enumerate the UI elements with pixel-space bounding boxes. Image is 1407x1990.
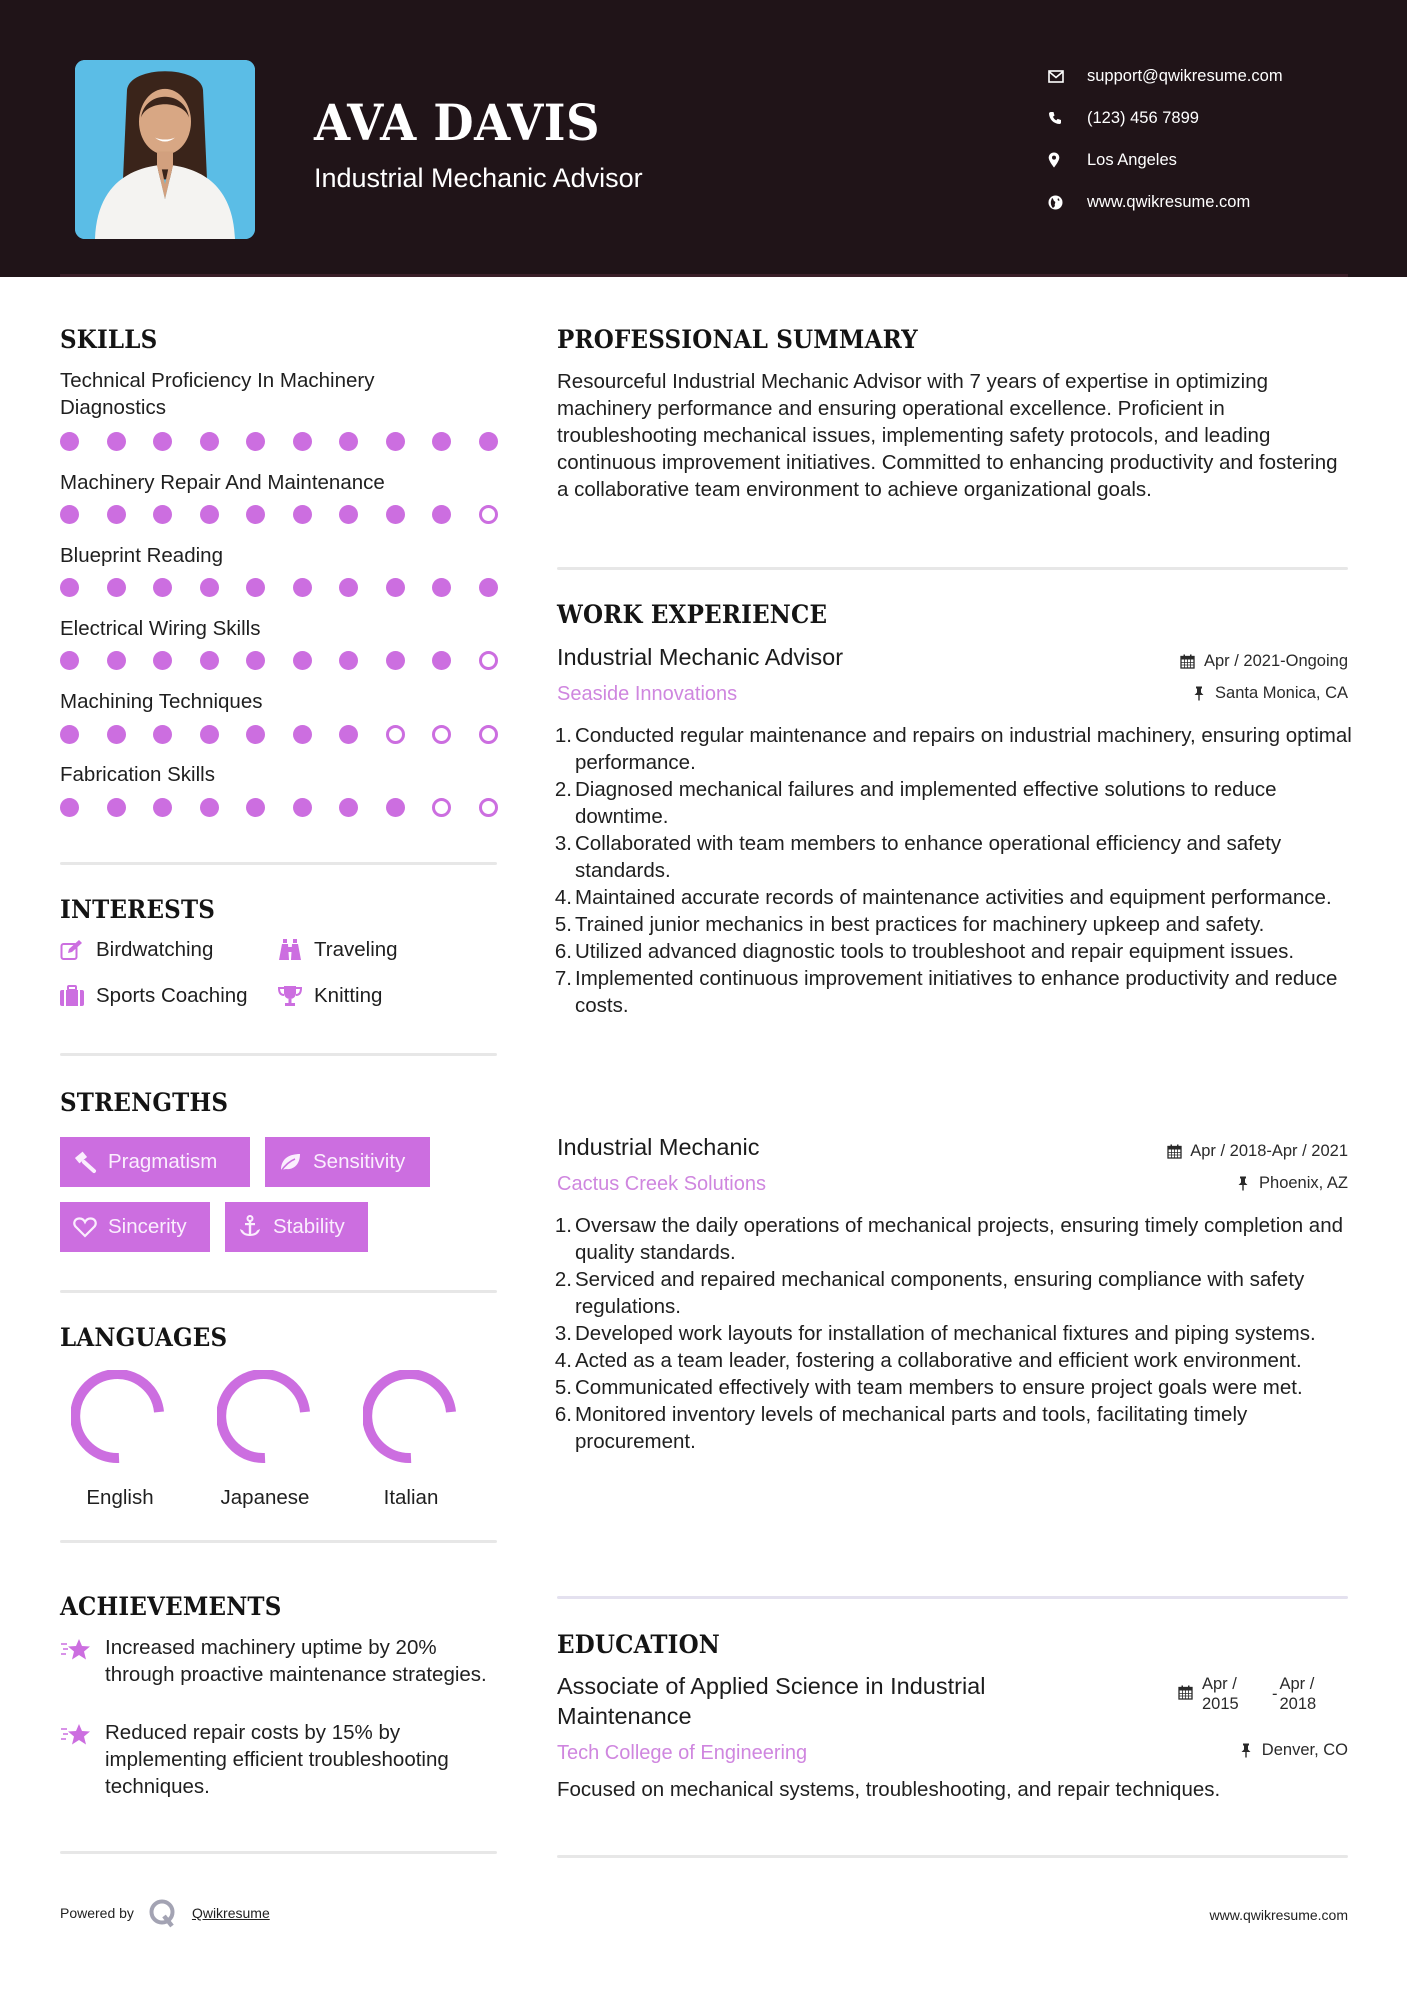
end-year: 2018 <box>1279 1695 1317 1713</box>
trophy-icon <box>278 985 302 1007</box>
map-pin-icon <box>1048 151 1070 169</box>
contact-location <box>1048 139 1283 181</box>
rating-dot-filled <box>293 651 312 670</box>
rating-dot-filled <box>293 578 312 597</box>
skill-name: Blueprint Reading <box>60 544 223 567</box>
rating-dot-filled <box>432 578 451 597</box>
job-location <box>1191 684 1348 703</box>
qwikresume-logo-icon <box>148 1898 178 1928</box>
website-text: www.qwikresume.com <box>1087 192 1251 211</box>
star-icon <box>60 1638 92 1662</box>
strength-label: Stability <box>273 1215 345 1238</box>
rating-dot-filled <box>339 505 358 524</box>
bullet-item: Monitored inventory levels of mechanical parts and tools, facilitating timely procurement. <box>575 1403 1248 1453</box>
star-icon <box>60 1723 92 1747</box>
bullet-item: Maintained accurate records of maintenance activities and equipment performance. <box>575 886 1332 909</box>
rating-dot-filled <box>293 725 312 744</box>
language-ring-english <box>64 1370 174 1466</box>
rating-dot-filled <box>339 725 358 744</box>
rating-dot-filled <box>153 725 172 744</box>
suitcase-icon <box>60 985 84 1007</box>
pushpin-icon <box>1235 1176 1251 1192</box>
rating-dot-filled <box>107 505 126 524</box>
profile-photo <box>75 60 255 239</box>
rating-dot-filled <box>432 505 451 524</box>
contact-phone[interactable] <box>1048 97 1283 139</box>
interest-item <box>60 938 213 962</box>
progress-ring-icon <box>363 1370 459 1466</box>
rating-dot-filled <box>153 798 172 817</box>
skill-rating-4 <box>60 725 500 745</box>
language-label: Italian <box>383 1486 439 1509</box>
rating-dot-filled <box>386 505 405 524</box>
rating-dot-empty <box>386 725 405 744</box>
job-dates <box>1166 1142 1348 1161</box>
rating-dot-filled <box>60 505 79 524</box>
rating-dot-filled <box>107 432 126 451</box>
language-ring-japanese <box>210 1370 320 1466</box>
section-divider <box>60 1053 497 1056</box>
school-name: Tech College of Engineering <box>557 1742 808 1764</box>
rating-dot-filled <box>246 578 265 597</box>
interest-item <box>60 984 248 1008</box>
rating-dot-empty <box>479 798 498 817</box>
skill-rating-3 <box>60 651 500 671</box>
rating-dot-filled <box>153 505 172 524</box>
rating-dot-filled <box>107 651 126 670</box>
skill-rating-5 <box>60 798 500 818</box>
skill-name: Electrical Wiring Skills <box>60 617 261 640</box>
bullet-item: Serviced and repaired mechanical components, ensuring compliance with safety regulations. <box>575 1268 1305 1318</box>
rating-dot-empty <box>432 725 451 744</box>
summary-heading: PROFESSIONAL SUMMARY <box>557 325 918 354</box>
job-title: Industrial Mechanic <box>557 1134 760 1160</box>
rating-dot-filled <box>153 578 172 597</box>
achievement-text: Reduced repair costs by 15% by implementing efficient troubleshooting techniques. <box>105 1721 449 1798</box>
rating-dot-empty <box>479 505 498 524</box>
calendar-icon <box>1180 654 1196 670</box>
strength-label: Sensitivity <box>313 1150 406 1173</box>
strengths-heading: STRENGTHS <box>60 1088 229 1117</box>
education-heading: EDUCATION <box>557 1630 721 1659</box>
phone-icon <box>1048 109 1070 127</box>
section-divider <box>60 1290 497 1293</box>
bullet-item: Trained junior mechanics in best practices for machinery upkeep and safety. <box>575 913 1265 936</box>
progress-ring-icon <box>71 1370 167 1466</box>
interest-label: Sports Coaching <box>96 984 248 1007</box>
education-end-date <box>1280 1674 1324 1714</box>
powered-by-label: Powered by <box>60 1905 134 1921</box>
edit-icon <box>60 939 84 961</box>
rating-dot-filled <box>339 578 358 597</box>
strength-label: Pragmatism <box>108 1150 218 1173</box>
company-name: Seaside Innovations <box>557 683 738 705</box>
rating-dot-filled <box>107 798 126 817</box>
skill-name: Technical Proficiency In Machinery Diagnostics <box>60 369 375 419</box>
bullet-item: Developed work layouts for installation of mechanical fixtures and piping systems. <box>575 1322 1316 1345</box>
footer-powered-by <box>60 1898 270 1928</box>
summary-text: Resourceful Industrial Mechanic Advisor with 7 years of expertise in optimizing machinery performance and ensuring operational excellence. Proficient in troubleshooting mechanical issues, implementing safety protocols, and leading continuous improvement initiatives. Committed to enhancing productivity and fostering a collaborative team environment to achieve organizational goals. <box>557 370 1338 501</box>
company-name: Cactus Creek Solutions <box>557 1173 766 1195</box>
rating-dot-filled <box>246 798 265 817</box>
skill-name: Machining Techniques <box>60 690 263 713</box>
strength-badge <box>265 1137 430 1187</box>
start-year: 2015 <box>1202 1695 1239 1713</box>
rating-dot-filled <box>479 578 498 597</box>
education-location <box>1238 1741 1348 1760</box>
job-location-text: Phoenix, AZ <box>1259 1174 1348 1192</box>
bullet-item: Utilized advanced diagnostic tools to troubleshoot and repair equipment issues. <box>575 940 1295 963</box>
heart-icon <box>73 1215 97 1239</box>
experience-heading: WORK EXPERIENCE <box>557 600 828 629</box>
calendar-icon <box>1166 1144 1182 1160</box>
bullet-item: Diagnosed mechanical failures and implemented effective solutions to reduce downtime. <box>575 778 1277 828</box>
rating-dot-filled <box>60 432 79 451</box>
gavel-icon <box>73 1150 97 1174</box>
rating-dot-filled <box>107 725 126 744</box>
header-bottom-line <box>60 274 1348 277</box>
interest-item <box>278 984 382 1008</box>
rating-dot-filled <box>339 798 358 817</box>
bullet-item: Implemented continuous improvement initiatives to enhance productivity and reduce costs. <box>575 967 1338 1017</box>
binoculars-icon <box>278 939 302 961</box>
end-month: Apr / <box>1279 1675 1315 1693</box>
rating-dot-filled <box>246 505 265 524</box>
section-divider <box>557 1855 1348 1858</box>
qwikresume-link[interactable]: Qwikresume <box>191 1905 270 1921</box>
interest-label: Birdwatching <box>96 938 214 961</box>
rating-dot-filled <box>60 798 79 817</box>
job-location <box>1235 1174 1348 1193</box>
skill-rating-2 <box>60 578 500 598</box>
rating-dot-filled <box>60 578 79 597</box>
rating-dot-filled <box>386 651 405 670</box>
rating-dot-filled <box>386 432 405 451</box>
bullet-item: Conducted regular maintenance and repairs on industrial machinery, ensuring optimal performance. <box>575 724 1352 774</box>
rating-dot-filled <box>386 798 405 817</box>
contact-list <box>1048 55 1283 223</box>
candidate-title: Industrial Mechanic Advisor <box>314 163 643 193</box>
pushpin-icon <box>1191 686 1207 702</box>
degree-title: Associate of Applied Science in Industrial Maintenance <box>557 1673 986 1729</box>
candidate-name: AVA DAVIS <box>314 93 601 152</box>
bullet-item: Communicated effectively with team members to ensure project goals were met. <box>575 1376 1303 1399</box>
section-divider <box>60 1540 497 1543</box>
language-label: Japanese <box>220 1486 310 1509</box>
rating-dot-filled <box>200 798 219 817</box>
rating-dot-filled <box>200 725 219 744</box>
rating-dot-filled <box>432 651 451 670</box>
interests-heading: INTERESTS <box>60 895 216 924</box>
section-divider <box>557 1596 1348 1599</box>
interest-label: Traveling <box>314 938 398 961</box>
rating-dot-filled <box>479 432 498 451</box>
education-start-date <box>1202 1674 1246 1714</box>
location-text: Los Angeles <box>1087 150 1177 169</box>
contact-email[interactable] <box>1048 55 1283 97</box>
strength-label: Sincerity <box>108 1215 187 1238</box>
strength-badge <box>60 1202 210 1252</box>
skill-name: Fabrication Skills <box>60 763 215 786</box>
rating-dot-filled <box>153 651 172 670</box>
rating-dot-filled <box>60 651 79 670</box>
rating-dot-filled <box>293 798 312 817</box>
globe-icon <box>1048 193 1070 211</box>
job-title: Industrial Mechanic Advisor <box>557 644 844 670</box>
rating-dot-filled <box>153 432 172 451</box>
rating-dot-empty <box>432 798 451 817</box>
rating-dot-filled <box>386 578 405 597</box>
language-label: English <box>86 1486 154 1509</box>
education-dates <box>1178 1674 1324 1714</box>
rating-dot-filled <box>246 651 265 670</box>
progress-ring-icon <box>217 1370 313 1466</box>
contact-website[interactable] <box>1048 181 1283 223</box>
rating-dot-filled <box>200 578 219 597</box>
education-location-text: Denver, CO <box>1261 1741 1348 1759</box>
rating-dot-filled <box>107 578 126 597</box>
job-dates-text: Apr / 2021-Ongoing <box>1203 652 1348 670</box>
achievement-text: Increased machinery uptime by 20% through proactive maintenance strategies. <box>105 1636 487 1686</box>
start-month: Apr / <box>1202 1675 1237 1693</box>
rating-dot-filled <box>432 432 451 451</box>
section-divider <box>557 567 1348 570</box>
bullet-item: Collaborated with team members to enhance operational efficiency and safety standards. <box>575 832 1282 882</box>
bullet-item: Acted as a team leader, fostering a collaborative and efficient work environment. <box>575 1349 1302 1372</box>
job-bullets <box>575 1212 1355 1455</box>
strength-badge <box>225 1202 368 1252</box>
portrait-image <box>75 60 255 239</box>
rating-dot-filled <box>246 432 265 451</box>
achievements-heading: ACHIEVEMENTS <box>60 1592 282 1621</box>
languages-heading: LANGUAGES <box>60 1323 228 1352</box>
anchor-icon <box>238 1215 262 1239</box>
rating-dot-filled <box>200 651 219 670</box>
job-dates <box>1180 652 1348 671</box>
rating-dot-filled <box>293 432 312 451</box>
job-bullets <box>575 722 1355 1019</box>
section-divider <box>60 862 497 865</box>
rating-dot-filled <box>339 651 358 670</box>
skills-heading: SKILLS <box>60 325 158 354</box>
job-dates-text: Apr / 2018-Apr / 2021 <box>1190 1142 1348 1160</box>
skill-name: Machinery Repair And Maintenance <box>60 471 385 494</box>
education-description: Focused on mechanical systems, troubleshooting, and repair techniques. <box>557 1778 1221 1801</box>
rating-dot-empty <box>479 725 498 744</box>
rating-dot-empty <box>479 651 498 670</box>
calendar-icon <box>1178 1685 1194 1701</box>
pushpin-icon <box>1238 1743 1254 1759</box>
rating-dot-filled <box>339 432 358 451</box>
interest-label: Knitting <box>314 984 383 1007</box>
date-separator: - <box>1272 1685 1278 1703</box>
strength-badge <box>60 1137 250 1187</box>
job-location-text: Santa Monica, CA <box>1215 684 1348 702</box>
section-divider <box>60 1851 497 1854</box>
phone-text: (123) 456 7899 <box>1087 108 1199 127</box>
rating-dot-filled <box>200 505 219 524</box>
rating-dot-filled <box>200 432 219 451</box>
email-text: support@qwikresume.com <box>1087 66 1283 85</box>
skill-rating-0 <box>60 432 500 452</box>
footer-website[interactable]: www.qwikresume.com <box>1209 1907 1348 1923</box>
rating-dot-filled <box>293 505 312 524</box>
rating-dot-filled <box>246 725 265 744</box>
rating-dot-filled <box>60 725 79 744</box>
interest-item <box>278 938 398 962</box>
skill-rating-1 <box>60 505 500 525</box>
bullet-item: Oversaw the daily operations of mechanical projects, ensuring timely completion and quality standards. <box>575 1214 1343 1264</box>
envelope-icon <box>1048 67 1070 85</box>
leaf-icon <box>278 1150 302 1174</box>
language-ring-italian <box>356 1370 466 1466</box>
